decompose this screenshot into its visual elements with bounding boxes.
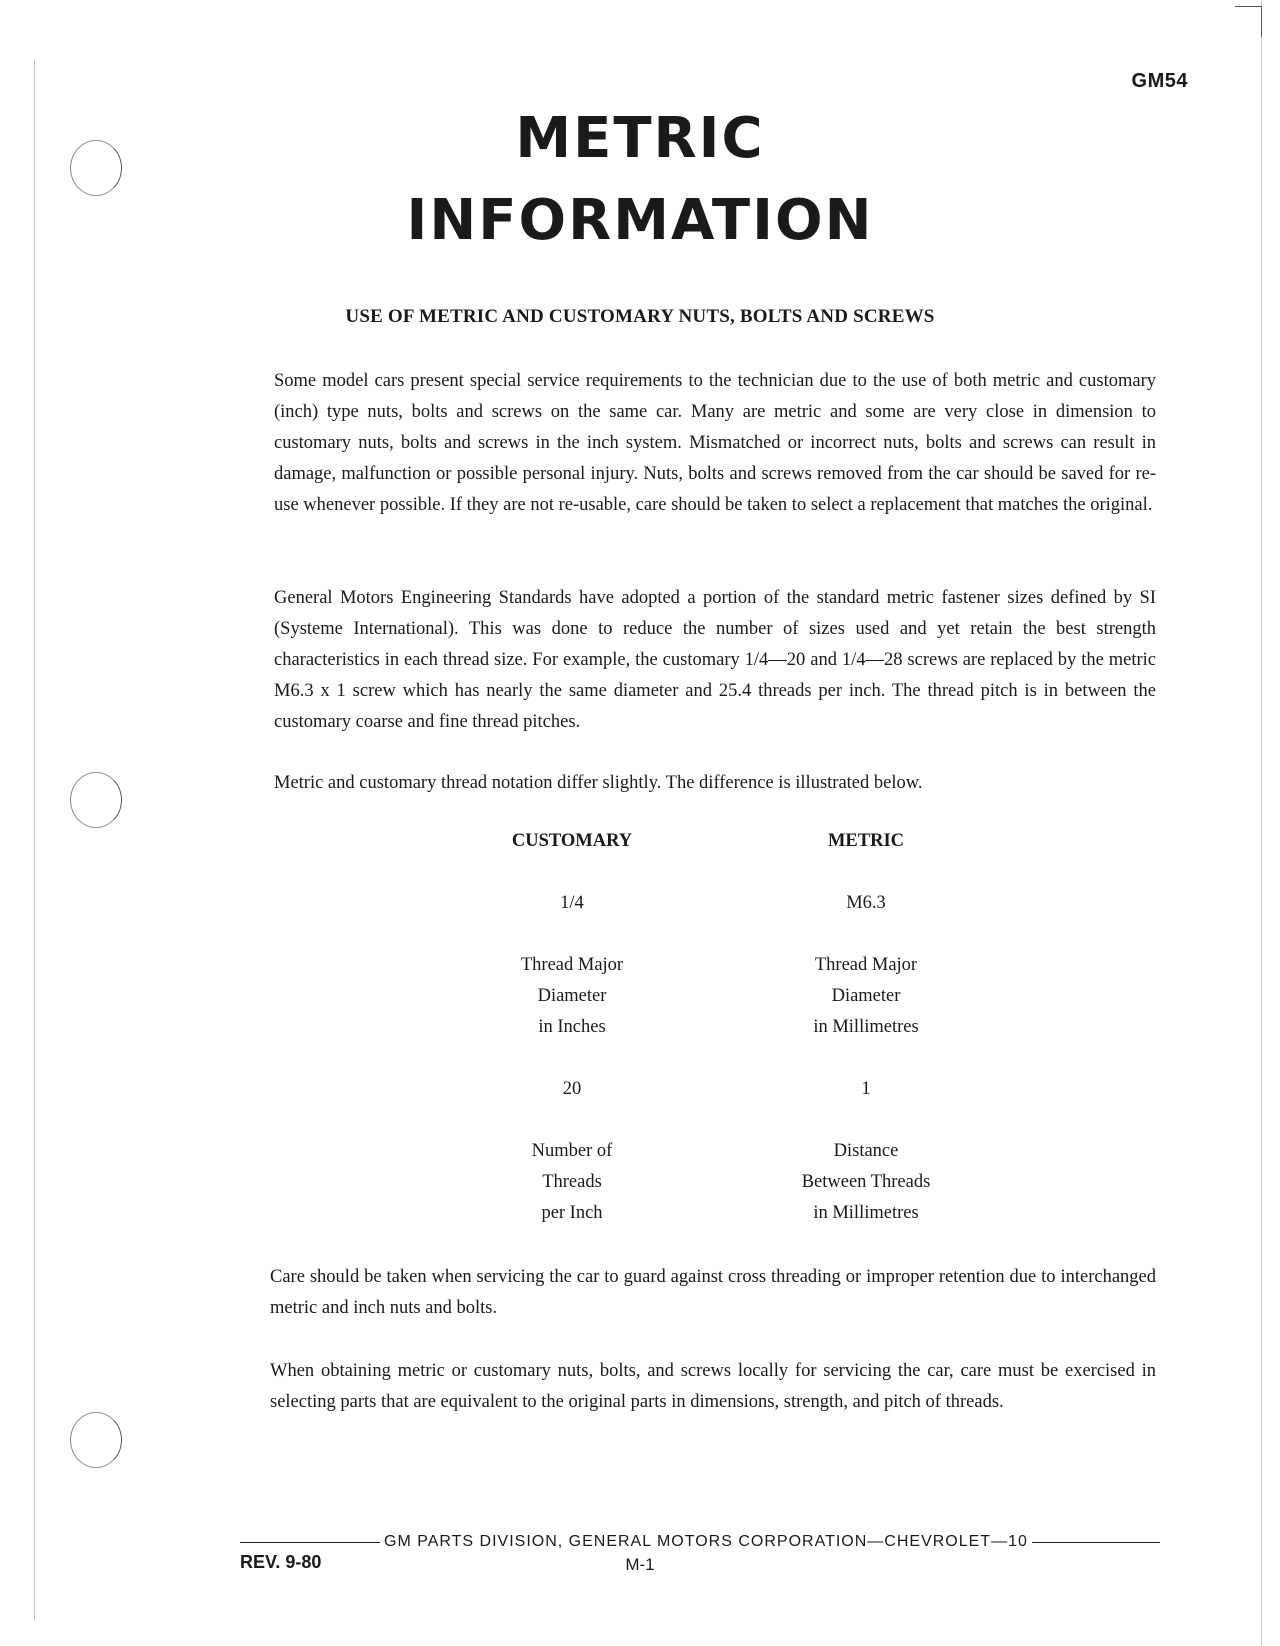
metric-pitch-desc-2: Between Threads bbox=[801, 1172, 931, 1192]
customary-size-desc-2: Diameter bbox=[537, 986, 607, 1006]
paragraph-standards: General Motors Engineering Standards have adopted a portion of the standard metric fastener sizes defined by SI (Systeme International). This was done to reduce the number of sizes used and yet retain the best strength characteristics in each thread size. For example, the customary 1/4—20 and 1/4—28 screws are replaced by the metric M6.3 x 1 screw which has nearly the same diameter and 25.4 threads per inch. The thread pitch is in between the customary coarse and fine thread pitches. bbox=[274, 588, 1156, 732]
paragraph-care: Care should be taken when servicing the car to guard against cross threading or improper retention due to interchanged metric and inch nuts and bolts. bbox=[270, 1267, 1156, 1318]
customary-pitch-desc-1: Number of bbox=[531, 1141, 613, 1161]
metric-size: M6.3 bbox=[846, 893, 886, 913]
punch-hole-middle bbox=[70, 772, 122, 828]
footer-text: GM PARTS DIVISION, GENERAL MOTORS CORPORATION—CHEVROLET—10 bbox=[384, 1533, 1028, 1550]
page-title-line-1: METRIC bbox=[515, 106, 765, 171]
page-code: GM54 bbox=[1131, 70, 1188, 92]
paragraph-obtaining: When obtaining metric or customary nuts, bolts, and screws locally for servicing the car, care must be exercised in selecting parts that are equivalent to the original parts in dimensions, strength, and pitch of threads. bbox=[270, 1361, 1156, 1412]
section-heading: USE OF METRIC AND CUSTOMARY NUTS, BOLTS AND SCREWS bbox=[345, 306, 935, 327]
customary-pitch: 20 bbox=[562, 1079, 582, 1099]
customary-size: 1/4 bbox=[560, 893, 584, 913]
customary-pitch-desc-3: per Inch bbox=[541, 1203, 603, 1223]
page-title-line-2: INFORMATION bbox=[406, 188, 874, 253]
metric-pitch-desc-3: in Millimetres bbox=[813, 1203, 919, 1223]
metric-size-desc-3: in Millimetres bbox=[813, 1017, 919, 1037]
customary-pitch-desc-2: Threads bbox=[542, 1172, 602, 1192]
metric-pitch: 1 bbox=[861, 1079, 871, 1099]
binding-margin-line bbox=[34, 60, 35, 1620]
metric-size-desc-2: Diameter bbox=[831, 986, 901, 1006]
paragraph-intro: Some model cars present special service requirements to the technician due to the use of both metric and customary (inch) type nuts, bolts and screws on the same car. Many are metric and some are very close in dimension to customary nuts, bolts and screws in the inch system. Mismatched or incorrect nuts, bolts and screws can result in damage, malfunction or possible personal injury. Nuts, bolts and screws removed from the car should be saved for re-use whenever possible. If they are not re-usable, care should be taken to select a replacement that matches the original. bbox=[274, 371, 1156, 515]
customary-heading: CUSTOMARY bbox=[511, 831, 633, 851]
metric-pitch-desc-1: Distance bbox=[833, 1141, 899, 1161]
corner-crop-mark bbox=[1235, 6, 1262, 37]
footer-rule-right bbox=[1032, 1542, 1160, 1543]
metric-size-desc-1: Thread Major bbox=[814, 955, 918, 975]
customary-size-desc-1: Thread Major bbox=[520, 955, 624, 975]
paragraph-notation: Metric and customary thread notation differ slightly. The difference is illustrated below. bbox=[274, 773, 923, 793]
footer-rule-left bbox=[240, 1542, 380, 1543]
metric-heading: METRIC bbox=[827, 831, 905, 851]
punch-hole-bottom bbox=[70, 1412, 122, 1468]
footer-line bbox=[240, 1529, 1160, 1555]
revision-label: REV. 9-80 bbox=[240, 1552, 322, 1572]
page-number: M-1 bbox=[625, 1555, 655, 1574]
customary-size-desc-3: in Inches bbox=[538, 1017, 606, 1037]
